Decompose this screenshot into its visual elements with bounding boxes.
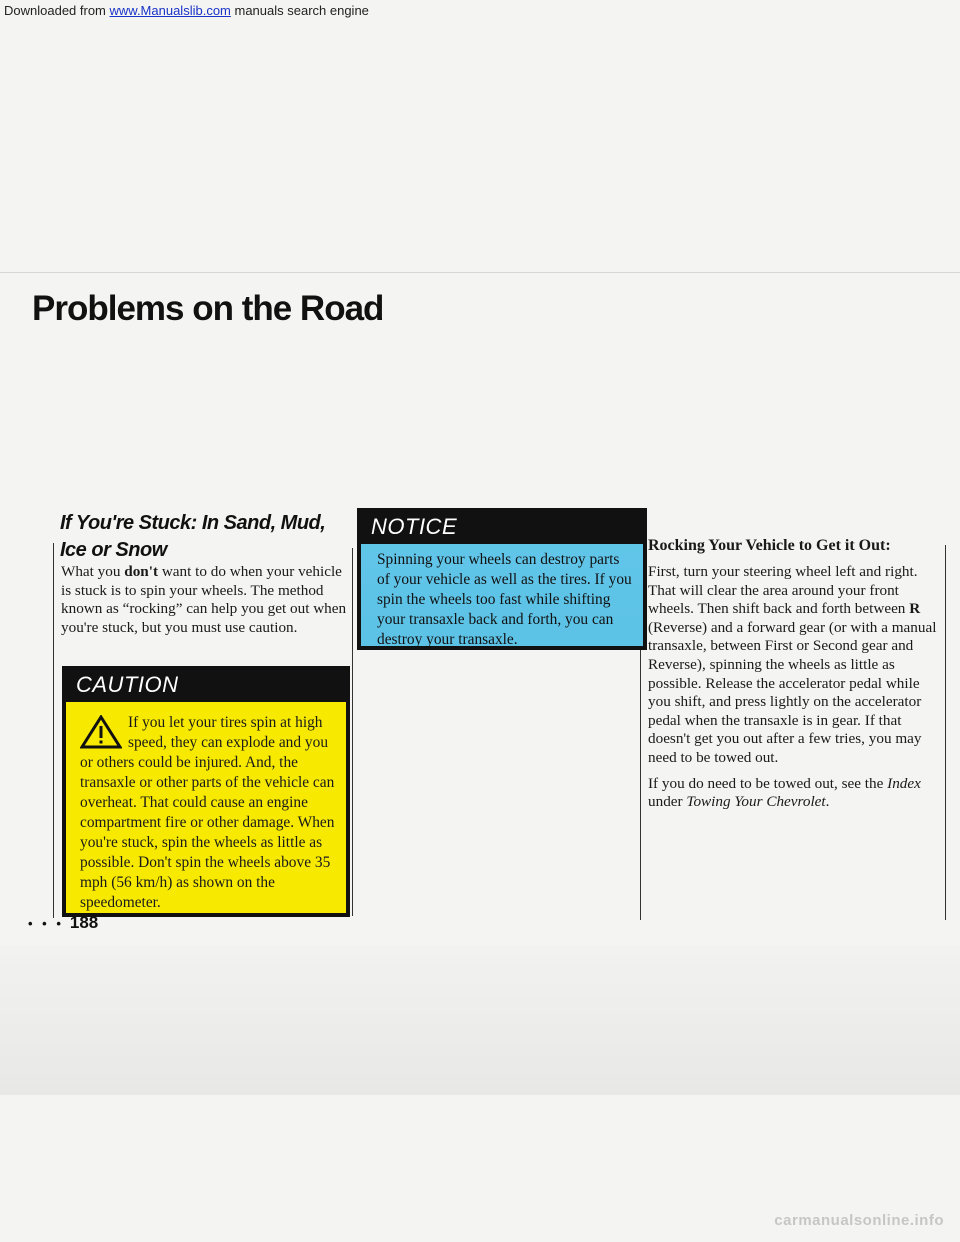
source-prefix: Downloaded from xyxy=(4,3,110,18)
scan-bottom-band xyxy=(0,945,960,1095)
far-right-rule xyxy=(945,545,946,920)
warning-triangle-icon xyxy=(80,715,122,749)
watermark: carmanualsonline.info xyxy=(774,1212,944,1229)
caution-box xyxy=(62,666,350,917)
section-heading: If You're Stuck: In Sand, Mud, Ice or Snow xyxy=(60,512,326,561)
rocking-section xyxy=(648,537,938,812)
notice-box xyxy=(357,508,647,650)
page-number-value: 188 xyxy=(69,913,99,932)
page-dots: • • • xyxy=(28,916,64,932)
rocking-heading: Rocking Your Vehicle to Get it Out: xyxy=(648,537,891,554)
source-suffix: manuals search engine xyxy=(230,3,369,18)
download-source-bar xyxy=(0,0,960,24)
page-title: Problems on the Road xyxy=(32,289,384,328)
manualslib-link[interactable]: www.Manualslib.com xyxy=(109,3,231,18)
left-column-rule xyxy=(53,543,54,918)
page-number xyxy=(28,913,98,933)
notice-text: Spinning your wheels can destroy parts of your vehicle as well as the tires. If you spin the wheels too fast while shifting your transaxle back and forth, you can destroy your transaxle. xyxy=(377,551,632,648)
caution-text: If you let your tires spin at high speed, they can explode and you or others could be injured. And, the transaxle or other parts of the vehicle can overheat. That could cause an engine compartment fire or other damage. When you're stuck, spin the wheels as little as possible. Don't spin the wheels above 35 mph (56 km/h) as shown on the speedometer. xyxy=(80,714,335,911)
rocking-paragraph-2: If you do need to be towed out, see the Index under Towing Your Chevrolet. xyxy=(648,774,921,811)
middle-column-rule xyxy=(352,548,353,916)
intro-paragraph: What you don't want to do when your vehicle is stuck is to spin your wheels. The method known as “rocking” can help you get out when you're stuck, but you must use caution. xyxy=(61,563,347,636)
top-divider xyxy=(0,272,960,273)
rocking-paragraph-1: First, turn your steering wheel left and right. That will clear the area around your front wheels. Then shift back and forth between R (Reverse) and a forward gear (or with a manual transaxle, between First or Second gear and Reverse), spinning the wheels as little as possible. Release the accelerator pedal while you shift, and press lightly on the accelerator pedal when the transaxle is in gear. If that doesn't get you out after a few tries, you may need to be towed out. xyxy=(648,563,937,766)
caution-label: CAUTION xyxy=(66,666,346,702)
notice-label: NOTICE xyxy=(361,508,643,544)
